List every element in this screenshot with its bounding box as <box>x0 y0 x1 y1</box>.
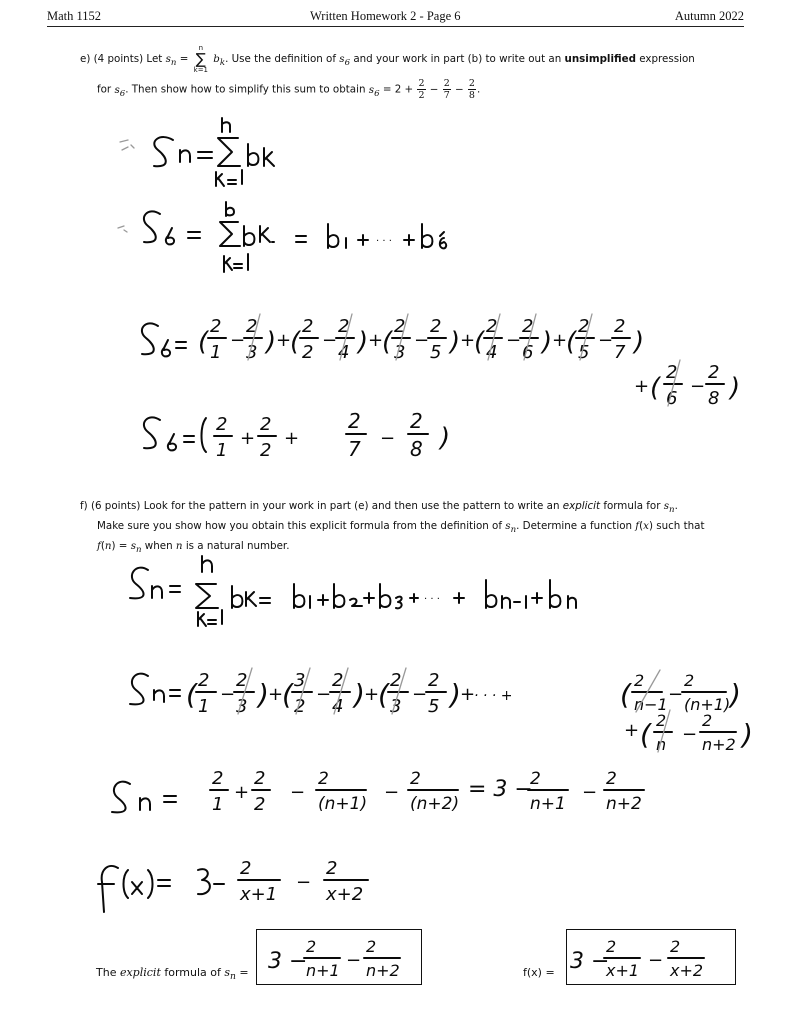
hw-paren: ( <box>186 678 197 711</box>
hw-denominator: n <box>656 735 667 754</box>
hw-numerator: 2 <box>656 711 667 730</box>
hw-minus: − <box>230 330 246 351</box>
hw-paren: ) <box>634 327 645 357</box>
hw-numerator: 2 <box>236 670 248 691</box>
hw-paren: ) <box>440 423 451 453</box>
hw-numerator: 2 <box>606 937 617 956</box>
hw-denominator: 2 <box>302 342 314 363</box>
hw-numerator: 2 <box>246 316 258 337</box>
hw-numerator: 2 <box>614 316 626 337</box>
hw-denominator: 4 <box>486 342 498 363</box>
hw-plus: + <box>268 684 284 705</box>
hw-plus: + <box>276 330 292 351</box>
hw-minus: − <box>414 330 430 351</box>
hw-denominator: 5 <box>430 342 442 363</box>
hw-paren: ) <box>358 327 369 357</box>
hw-plus: + <box>460 684 476 705</box>
hw-denominator: 1 <box>212 794 224 815</box>
hw-denominator: 7 <box>614 342 626 363</box>
hw-denominator: n+2 <box>606 794 642 814</box>
hw-denominator: 6 <box>666 388 678 409</box>
hw-paren: ( <box>640 718 651 751</box>
hw-plus: + <box>460 330 476 351</box>
hw-numerator: 2 <box>634 671 645 690</box>
hw-denominator: n+1 <box>530 794 566 814</box>
hw-paren: ( <box>290 327 301 357</box>
hw-denominator: 8 <box>708 388 720 409</box>
hw-minus: − <box>296 872 312 893</box>
hw-numerator: 2 <box>326 858 338 879</box>
hw-denominator: n−1 <box>634 695 668 714</box>
hw-plus: + <box>552 330 568 351</box>
hw-numerator: 2 <box>216 414 228 435</box>
hw-numerator: 2 <box>332 670 344 691</box>
hw-paren: ) <box>742 718 753 751</box>
svg-text:· · ·: · · · <box>376 236 392 247</box>
hw-minus: − <box>668 684 684 705</box>
hw-plus: + <box>368 330 384 351</box>
hw-minus: − <box>582 782 598 803</box>
hw-paren: ) <box>730 373 741 403</box>
hw-denominator: 2 <box>294 696 306 717</box>
hw-numerator: 2 <box>666 362 678 383</box>
hw-denominator: 4 <box>332 696 344 717</box>
hw-numerator: 2 <box>530 769 541 789</box>
hw-numerator: 2 <box>212 768 224 789</box>
part-e-prompt: e) (4 points) Let $s_n$ = n ∑ k=1 $b_k$. Use the definition of $s_6$ and your work in part (b) to write out an unsimplified expression for $s_6$. Then show how to simplify this sum to obtain $s_6 = 2$ + $\frac{2}{2}$ − $\frac{2}{7}$ − $\frac{2}{8}$ . <box>80 44 695 101</box>
hw-numerator: 2 <box>240 858 252 879</box>
hw-denominator: (n+1) <box>684 695 731 714</box>
hw-denominator: (n+2) <box>410 794 460 814</box>
hw-plus: + <box>284 428 300 449</box>
hw-numerator: 2 <box>670 937 681 956</box>
hw-numerator: 2 <box>410 769 421 789</box>
sigma-symbol: n ∑ k=1 <box>193 44 209 74</box>
hw-numerator: 2 <box>210 316 222 337</box>
hw-denominator: 3 <box>394 342 406 363</box>
hw-paren: ( <box>198 327 209 357</box>
hw-numerator: 2 <box>486 316 498 337</box>
hw-denominator: 8 <box>410 437 423 461</box>
hw-plus: + <box>634 376 650 397</box>
hw-minus: − <box>690 376 706 397</box>
hw-numerator: 2 <box>338 316 350 337</box>
hw-denominator: 5 <box>578 342 590 363</box>
hw-numerator: 2 <box>684 671 695 690</box>
hw-numerator: 2 <box>708 362 720 383</box>
hw-numerator: 2 <box>366 937 377 956</box>
hw-plus: + <box>234 782 250 803</box>
hw-minus: − <box>682 724 698 745</box>
hw-numerator: 2 <box>522 316 534 337</box>
hw-plus: + <box>240 428 256 449</box>
hw-denominator: 3 <box>390 696 402 717</box>
explicit-formula-label: The explicit formula of $s_n$ = <box>96 966 249 983</box>
hw-minus: − <box>412 684 428 705</box>
answer-three: 3 − <box>570 949 610 974</box>
hw-ellipsis: · · · + <box>474 688 513 704</box>
hw-denominator: x+2 <box>326 884 364 905</box>
svg-text:· · ·: · · · <box>424 594 440 605</box>
hw-numerator: 2 <box>348 409 361 433</box>
hw-denominator: 5 <box>428 696 440 717</box>
hw-denominator: 3 <box>246 342 258 363</box>
hw-minus: − <box>346 950 362 971</box>
hw-paren: ( <box>650 373 661 403</box>
hw-equals-three: = 3 − <box>468 777 533 802</box>
hw-denominator: 7 <box>348 437 361 461</box>
hw-numerator: 2 <box>430 316 442 337</box>
hw-paren: ) <box>542 327 553 357</box>
hw-numerator: 2 <box>390 670 402 691</box>
fx-label: f(x) = <box>523 966 555 979</box>
hw-denominator: 3 <box>236 696 248 717</box>
hw-denominator: n+1 <box>306 961 340 980</box>
hw-paren: ( <box>378 678 389 711</box>
hw-paren: ( <box>282 678 293 711</box>
hw-denominator: 2 <box>254 794 266 815</box>
hw-numerator: 2 <box>254 768 266 789</box>
hw-minus: − <box>322 330 338 351</box>
hw-minus: − <box>290 782 306 803</box>
header-course: Math 1152 <box>47 9 102 23</box>
hw-denominator: 1 <box>216 440 228 461</box>
hw-numerator: 2 <box>578 316 590 337</box>
hw-paren: ( <box>474 327 485 357</box>
hw-minus: − <box>384 782 400 803</box>
hw-plus: + <box>624 720 640 741</box>
hw-paren: ) <box>450 327 461 357</box>
header-term: Autumn 2022 <box>674 9 744 23</box>
hw-paren: ) <box>266 327 277 357</box>
hw-denominator: x+1 <box>606 961 640 980</box>
hw-numerator: 2 <box>410 409 423 433</box>
hw-minus: − <box>316 684 332 705</box>
hw-denominator: 1 <box>210 342 222 363</box>
hw-numerator: 2 <box>606 769 617 789</box>
hw-minus: − <box>220 684 236 705</box>
hw-denominator: n+2 <box>366 961 400 980</box>
part-f-prompt: f) (6 points) Look for the pattern in your work in part (e) and then use the pattern to write an explicit formula for $s_n$. Make sure you show how you obtain this explicit formula from the definition of $s_n$. Determine a function f(x) such that $f(n) = s_n$ when n is a natural number. <box>80 500 705 556</box>
hw-denominator: (n+1) <box>318 794 368 814</box>
answer-three: 3 − <box>268 949 308 974</box>
hw-paren: ) <box>258 678 269 711</box>
hw-paren: ( <box>566 327 577 357</box>
hw-paren: ) <box>354 678 365 711</box>
hw-minus: − <box>506 330 522 351</box>
hw-paren: ) <box>730 678 741 711</box>
hw-plus: + <box>364 684 380 705</box>
hw-denominator: n+2 <box>702 735 736 754</box>
hw-paren: ( <box>382 327 393 357</box>
hw-numerator: 2 <box>702 711 713 730</box>
hw-numerator: 2 <box>394 316 406 337</box>
hw-numerator: 2 <box>428 670 440 691</box>
hw-minus: − <box>598 330 614 351</box>
hw-numerator: 3 <box>294 670 306 691</box>
hw-paren: ( <box>620 678 631 711</box>
hw-denominator: 1 <box>198 696 210 717</box>
hw-denominator: 2 <box>260 440 272 461</box>
header-title: Written Homework 2 - Page 6 <box>310 9 461 23</box>
hw-denominator: x+1 <box>240 884 278 905</box>
hw-numerator: 2 <box>306 937 317 956</box>
hw-numerator: 2 <box>198 670 210 691</box>
hw-paren: ) <box>450 678 461 711</box>
hw-minus: − <box>648 950 664 971</box>
hw-minus: − <box>380 428 396 449</box>
hw-numerator: 2 <box>318 769 329 789</box>
hw-denominator: 4 <box>338 342 350 363</box>
hw-numerator: 2 <box>260 414 272 435</box>
hw-denominator: 6 <box>522 342 534 363</box>
hw-denominator: x+2 <box>670 961 704 980</box>
hw-numerator: 2 <box>302 316 314 337</box>
